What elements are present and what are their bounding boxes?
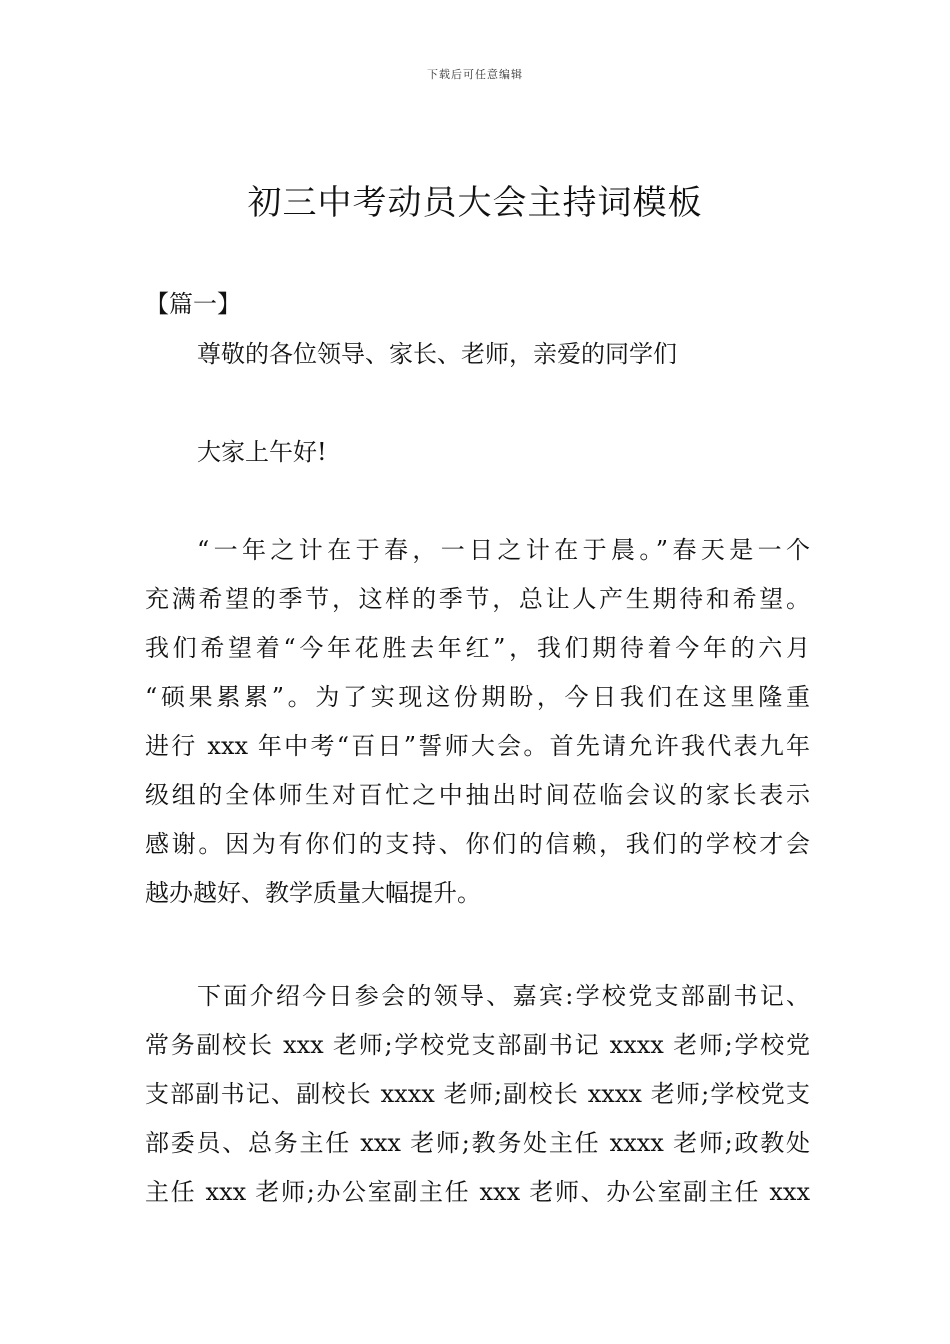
paragraph-line: “一年之计在于春，一日之计在于晨。”春天是一个 [197, 536, 810, 564]
paragraph-line: 充满希望的季节，这样的季节，总让人产生期待和希望。 [145, 585, 810, 613]
paragraph-greeting [145, 330, 810, 379]
paragraph-line: 我们希望着“今年花胜去年红”，我们期待着今年的六月 [145, 634, 810, 662]
paragraph-line: 越办越好、教学质量大幅提升。 [145, 879, 481, 907]
paragraph-line: “硕果累累”。为了实现这份期盼，今日我们在这里隆重 [145, 683, 810, 711]
paragraph-line: 大家上午好! [197, 438, 327, 466]
paragraph-intro [145, 526, 810, 918]
document-title: 初三中考动员大会主持词模板 [247, 183, 703, 223]
paragraph-line: 感谢。因为有你们的支持、你们的信赖，我们的学校才会 [145, 830, 810, 858]
paragraph-line: 常务副校长 xxx 老师;学校党支部副书记 xxxx 老师;学校党 [145, 1031, 810, 1059]
header-note: 下载后可任意编辑 [427, 68, 523, 81]
paragraph-line: 部委员、总务主任 xxx 老师;教务处主任 xxxx 老师;政教处 [145, 1129, 810, 1157]
paragraph-hello [145, 428, 810, 477]
paragraph-line: 级组的全体师生对百忙之中抽出时间莅临会议的家长表示 [145, 781, 810, 809]
paragraph-line: 尊敬的各位领导、家长、老师，亲爱的同学们 [197, 340, 677, 368]
paragraph-line: 进行 xxx 年中考“百日”誓师大会。首先请允许我代表九年 [145, 732, 810, 760]
paragraph-guests [145, 972, 810, 1217]
section-label: 【篇一】 [145, 290, 241, 318]
paragraph-line: 主任 xxx 老师;办公室副主任 xxx 老师、办公室副主任 xxx [145, 1178, 810, 1206]
paragraph-line: 下面介绍今日参会的领导、嘉宾:学校党支部副书记、 [197, 982, 810, 1010]
paragraph-line: 支部副书记、副校长 xxxx 老师;副校长 xxxx 老师;学校党支 [145, 1080, 810, 1108]
